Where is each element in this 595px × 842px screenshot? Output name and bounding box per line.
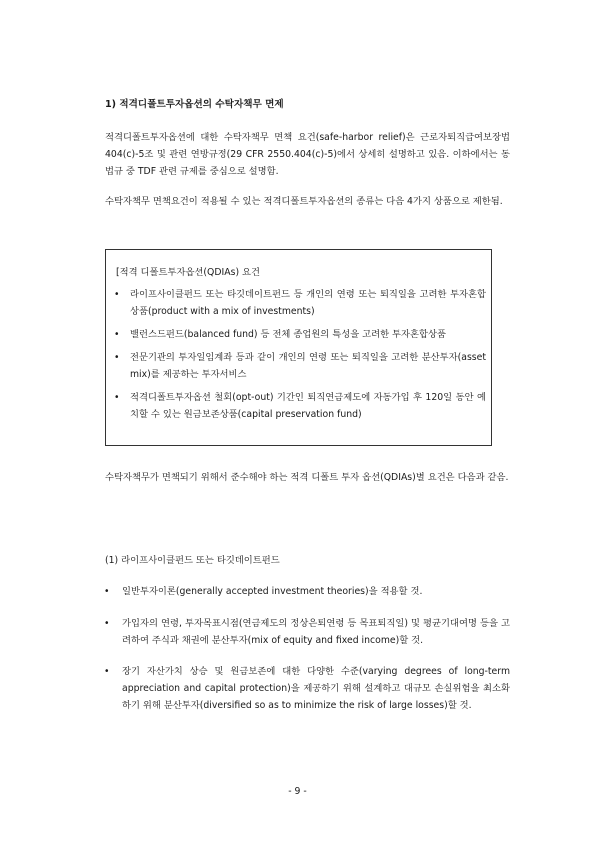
- qdia-list: [114, 286, 486, 429]
- list-item: [104, 583, 510, 600]
- list-item-text: 라이프사이클펀드 또는 타깃데이트펀드 등 개인의 연령 또는 퇴직일을 고려한 투자혼합상품(product with a mix of investments): [130, 289, 486, 317]
- list-item: [114, 349, 486, 383]
- list-item: [114, 286, 486, 320]
- bullet-icon: •: [114, 392, 120, 403]
- bullet-icon: •: [104, 618, 110, 629]
- list-item-text: 일반투자이론(generally accepted investment theories)을 적용할 것.: [122, 586, 423, 597]
- list-item: [104, 663, 510, 714]
- bullet-icon: •: [114, 289, 120, 300]
- list-item-text: 전문기관의 투자일임계좌 등과 같이 개인의 연령 또는 퇴직일을 고려한 분산투자(asset mix)를 제공하는 투자서비스: [130, 352, 486, 380]
- paragraph-qdia-requirements: 수탁자책무가 면책되기 위해서 준수해야 하는 적격 디폴트 투자 옵션(QDIAs)별 요건은 다음과 같음.: [105, 472, 509, 483]
- bullet-icon: •: [114, 352, 120, 363]
- list-item-text: 장기 자산가치 상승 및 원금보존에 대한 다양한 수준(varying degrees of long-term appreciation and capital protection)을 제공하기 위해 설계하고 대규모 손실위험을 최소화하기 위해 분산투자(diversified so as to minimize the risk of large losses)할 것.: [122, 666, 510, 711]
- box-title: [적격 디폴트투자옵션(QDIAs) 요건: [116, 267, 261, 278]
- list-item: [104, 615, 510, 649]
- list-item: [114, 389, 486, 423]
- page-number: - 9 -: [288, 786, 307, 797]
- subsection-heading: (1) 라이프사이클펀드 또는 타깃데이트펀드: [105, 555, 280, 566]
- list-item-text: 밸런스드펀드(balanced fund) 등 전체 종업원의 특성을 고려한 투자혼합상품: [130, 329, 446, 340]
- bullet-icon: •: [114, 329, 120, 340]
- paragraph-product-types: 수탁자책무 면책요건이 적용될 수 있는 적격디폴트투자옵션의 종류는 다음 4가지 상품으로 제한됨.: [105, 196, 503, 207]
- list-item-text: 가입자의 연령, 투자목표시점(연금제도의 정상은퇴연령 등 목표퇴직일) 및 평균기대여명 등을 고려하여 주식과 채권에 분산투자(mix of equity and fixed income)할 것.: [122, 618, 510, 646]
- list-item: [114, 326, 486, 343]
- bullet-icon: •: [104, 666, 110, 677]
- tdf-requirements-list: [104, 583, 510, 728]
- section-heading: 1) 적격디폴트투자옵션의 수탁자책무 면제: [105, 99, 284, 110]
- qdia-requirements-box: [105, 249, 492, 446]
- list-item-text: 적격디폴트투자옵션 철회(opt-out) 기간인 퇴직연금제도에 자동가입 후 120일 동안 예치할 수 있는 원금보존상품(capital preservation fund): [130, 392, 486, 420]
- bullet-icon: •: [104, 586, 110, 597]
- paragraph-safe-harbor: 적격디폴트투자옵션에 대한 수탁자책무 면책 요건(safe-harbor relief)은 근로자퇴직급여보장법 404(c)-5조 및 관련 연방규정(29 CFR 2550.404(c)-5)에서 상세히 설명하고 있음. 이하에서는 동 법규 중 TDF 관련 규제를 중심으로 설명함.: [105, 132, 510, 177]
